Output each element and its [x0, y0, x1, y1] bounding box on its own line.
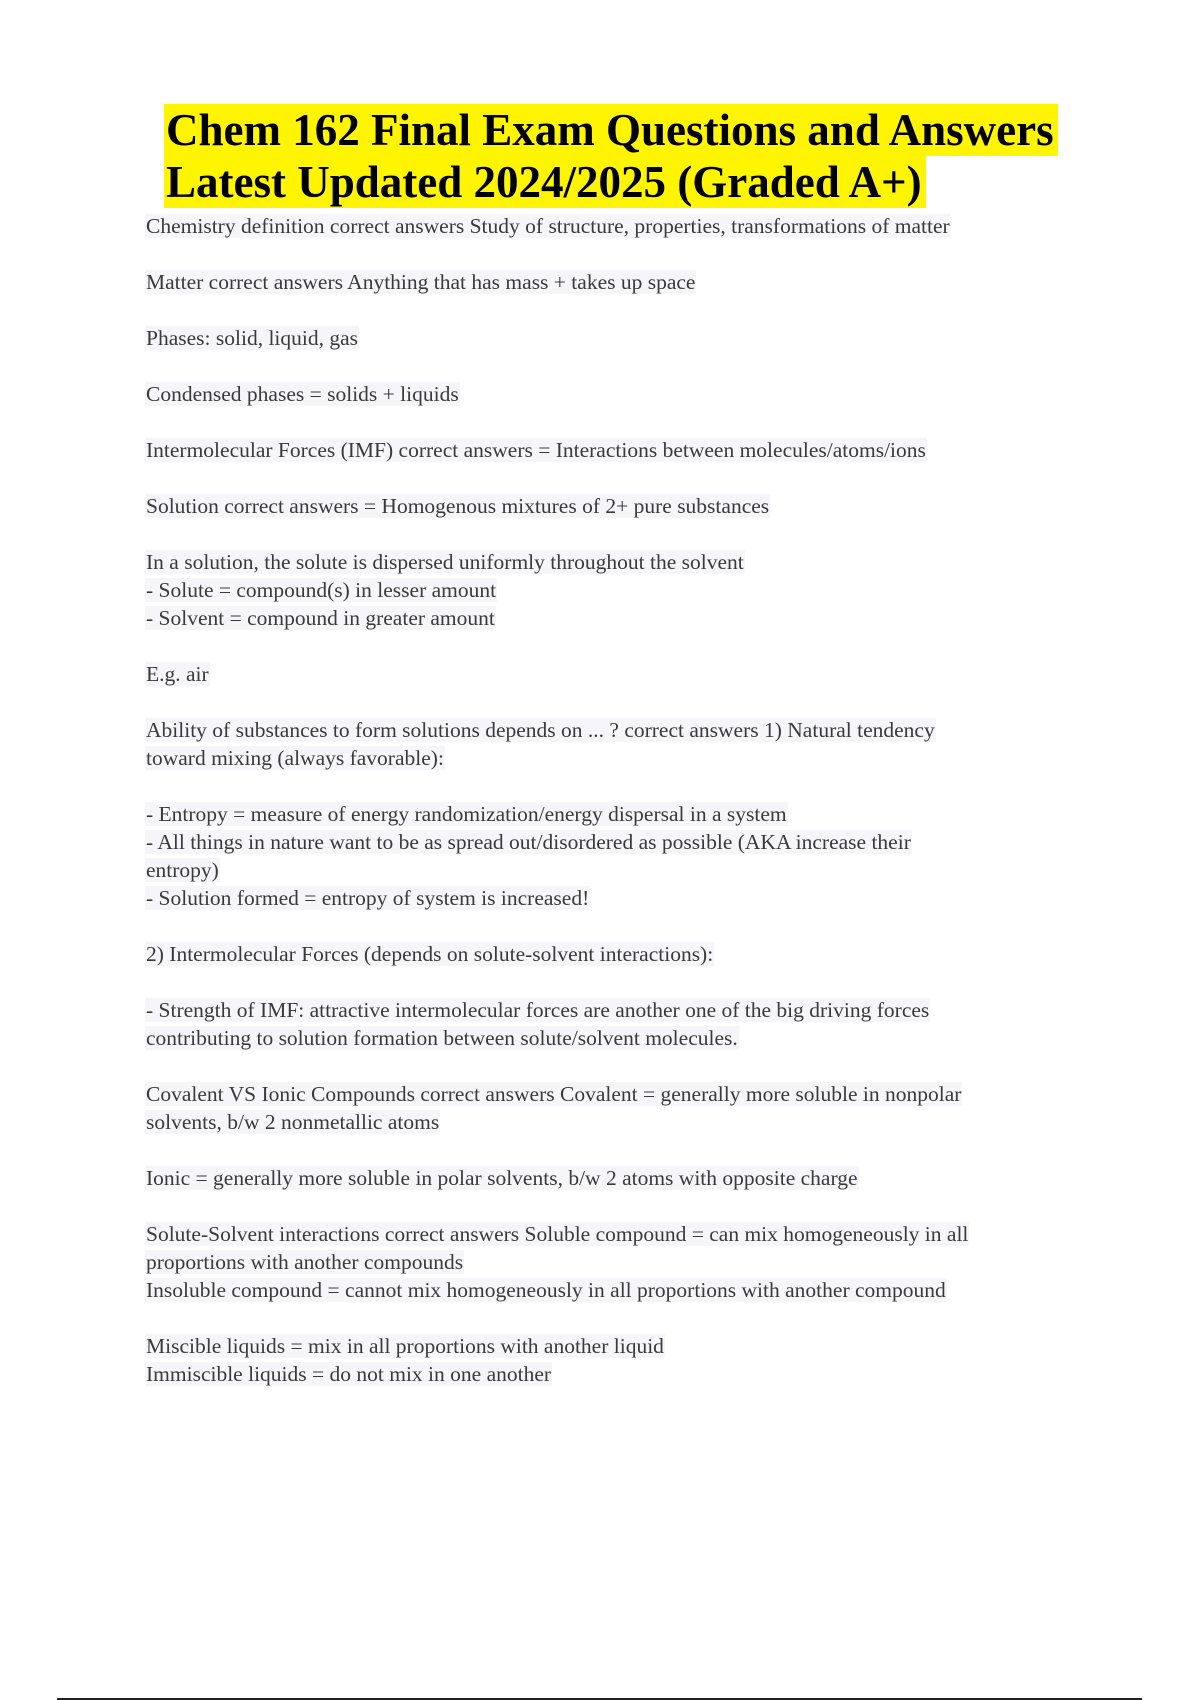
document-body — [145, 212, 1085, 1416]
paragraph-condensed-phases — [145, 380, 1085, 408]
paragraph-solution — [145, 492, 1085, 520]
text-line: entropy) — [146, 858, 219, 882]
paragraph-intermolecular-forces — [145, 940, 1085, 968]
paragraph-imf — [145, 436, 1085, 464]
paragraph-phases — [145, 324, 1085, 352]
text-line: - Solution formed = entropy of system is increased! — [146, 886, 590, 910]
document-title — [164, 104, 1124, 208]
text-line: Matter correct answers Anything that has mass + takes up space — [146, 270, 696, 294]
title-line-1: Chem 162 Final Exam Questions and Answers — [164, 104, 1058, 156]
paragraph-ionic — [145, 1164, 1085, 1192]
text-line: Miscible liquids = mix in all proportions with another liquid — [146, 1334, 664, 1358]
text-line: - Strength of IMF: attractive intermolecular forces are another one of the big driving forces — [146, 998, 930, 1022]
text-line: Covalent VS Ionic Compounds correct answers Covalent = generally more soluble in nonpolar — [146, 1082, 962, 1106]
text-line: toward mixing (always favorable): — [146, 746, 444, 770]
paragraph-entropy — [145, 800, 1085, 912]
text-line: proportions with another compounds — [146, 1250, 464, 1274]
title-line-2: Latest Updated 2024/2025 (Graded A+) — [164, 156, 926, 208]
text-line: Solute-Solvent interactions correct answers Soluble compound = can mix homogeneously in all — [146, 1222, 969, 1246]
text-line: - Entropy = measure of energy randomization/energy dispersal in a system — [146, 802, 787, 826]
paragraph-miscible-liquids — [145, 1332, 1085, 1388]
text-line: Condensed phases = solids + liquids — [146, 382, 459, 406]
text-line: - Solute = compound(s) in lesser amount — [146, 578, 497, 602]
text-line: solvents, b/w 2 nonmetallic atoms — [146, 1110, 440, 1134]
paragraph-chemistry-definition — [145, 212, 1085, 240]
paragraph-strength-of-imf — [145, 996, 1085, 1052]
text-line: contributing to solution formation between solute/solvent molecules. — [146, 1026, 738, 1050]
text-line: Phases: solid, liquid, gas — [146, 326, 359, 350]
paragraph-solute-solvent — [145, 548, 1085, 632]
text-line: - All things in nature want to be as spread out/disordered as possible (AKA increase their — [146, 830, 911, 854]
text-line: Intermolecular Forces (IMF) correct answers = Interactions between molecules/atoms/ions — [146, 438, 926, 462]
paragraph-matter — [145, 268, 1085, 296]
text-line: Solution correct answers = Homogenous mixtures of 2+ pure substances — [146, 494, 770, 518]
paragraph-solute-solvent-interactions — [145, 1220, 1085, 1304]
text-line: 2) Intermolecular Forces (depends on solute-solvent interactions): — [146, 942, 714, 966]
text-line: Immiscible liquids = do not mix in one another — [146, 1362, 552, 1386]
text-line: Ionic = generally more soluble in polar solvents, b/w 2 atoms with opposite charge — [146, 1166, 858, 1190]
text-line: E.g. air — [146, 662, 209, 686]
text-line: - Solvent = compound in greater amount — [146, 606, 495, 630]
text-line: Insoluble compound = cannot mix homogeneously in all proportions with another compound — [146, 1278, 946, 1302]
text-line: Ability of substances to form solutions depends on ... ? correct answers 1) Natural tendency — [146, 718, 935, 742]
text-line: Chemistry definition correct answers Study of structure, properties, transformations of matter — [146, 214, 950, 238]
paragraph-covalent-vs-ionic — [145, 1080, 1085, 1136]
paragraph-ability-to-form-solutions — [145, 716, 1085, 772]
text-line: In a solution, the solute is dispersed uniformly throughout the solvent — [146, 550, 744, 574]
paragraph-example-air — [145, 660, 1085, 688]
